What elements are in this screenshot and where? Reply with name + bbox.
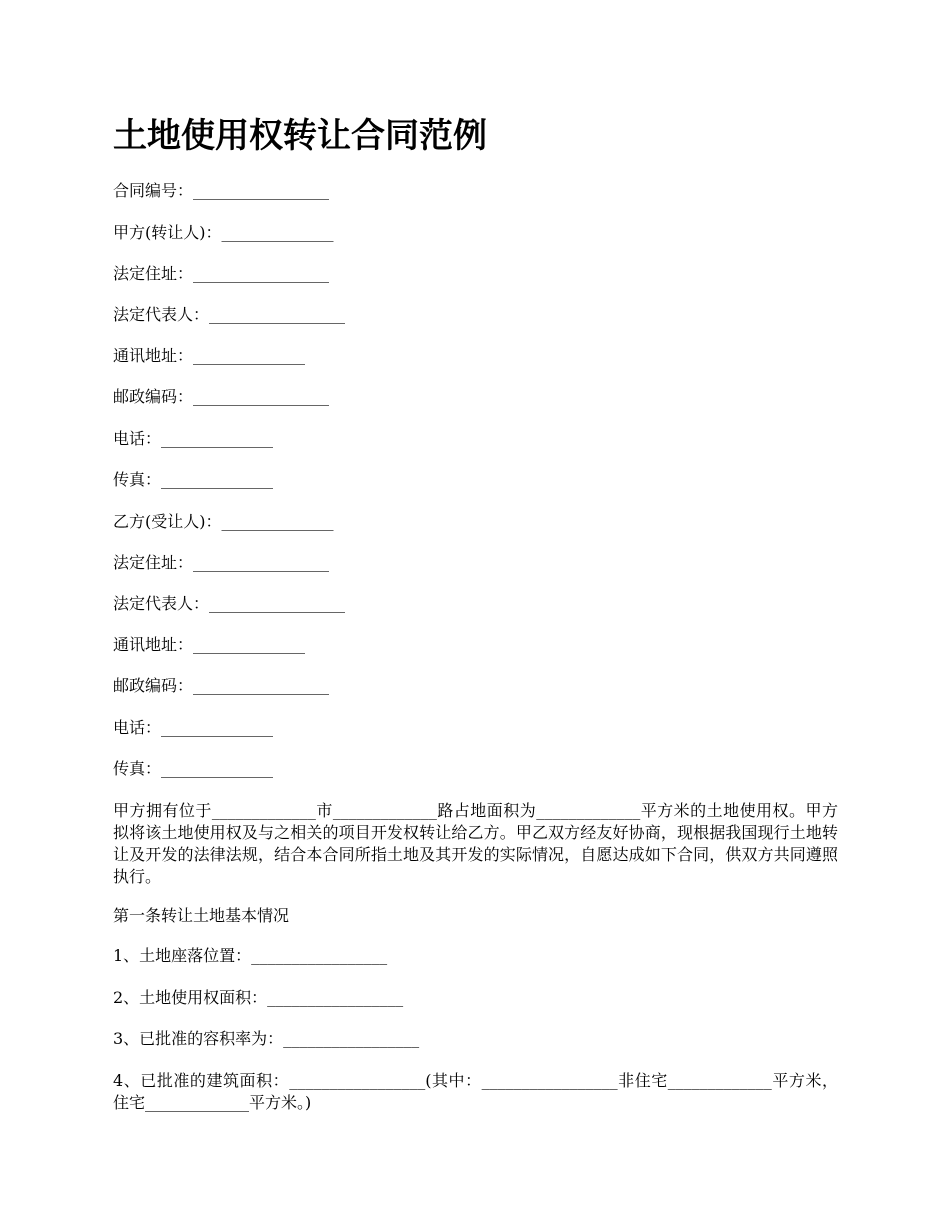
field-party-a: 甲方(转让人)：______________: [113, 223, 334, 242]
field-party-a-phone: 电话：______________: [113, 429, 274, 448]
field-party-b-phone: 电话：______________: [113, 718, 274, 737]
field-party-b: 乙方(受让人)：______________: [113, 512, 334, 531]
field-party-b-address: 法定住址：_________________: [113, 553, 330, 572]
field-party-b-mailing-address: 通讯地址：______________: [113, 635, 306, 654]
item-floor-area-ratio: 3、已批准的容积率为：_________________: [113, 1029, 420, 1048]
field-party-a-fax: 传真：______________: [113, 470, 274, 489]
field-party-b-postal-code: 邮政编码：_________________: [113, 676, 330, 695]
field-contract-number: 合同编号：_________________: [113, 181, 330, 200]
item-land-area: 2、土地使用权面积：_________________: [113, 988, 404, 1007]
field-party-a-postal-code: 邮政编码：_________________: [113, 387, 330, 406]
field-party-a-address: 法定住址：_________________: [113, 264, 330, 283]
item-building-area: 4、已批准的建筑面积：_________________(其中：_________________非住宅_____________平方米，住宅_____________平方米。): [113, 1071, 838, 1112]
field-party-a-representative: 法定代表人：_________________: [113, 305, 346, 324]
intro-paragraph: 甲方拥有位于_____________市_____________路占地面积为_____________平方米的土地使用权。甲方拟将该土地使用权及与之相关的项目开发权转让给乙方。甲乙双方经友好协商，现根据我国现行土地转让及开发的法律法规，结合本合同所指土地及其开发的实际情况，自愿达成如下合同，供双方共同遵照执行。: [113, 801, 838, 886]
field-party-a-mailing-address: 通讯地址：______________: [113, 346, 306, 365]
article-1-heading: 第一条转让土地基本情况: [113, 906, 290, 925]
field-party-b-fax: 传真：______________: [113, 759, 274, 778]
item-land-location: 1、土地座落位置：_________________: [113, 946, 388, 965]
document-title: 土地使用权转让合同范例: [113, 116, 487, 156]
field-party-b-representative: 法定代表人：_________________: [113, 594, 346, 613]
